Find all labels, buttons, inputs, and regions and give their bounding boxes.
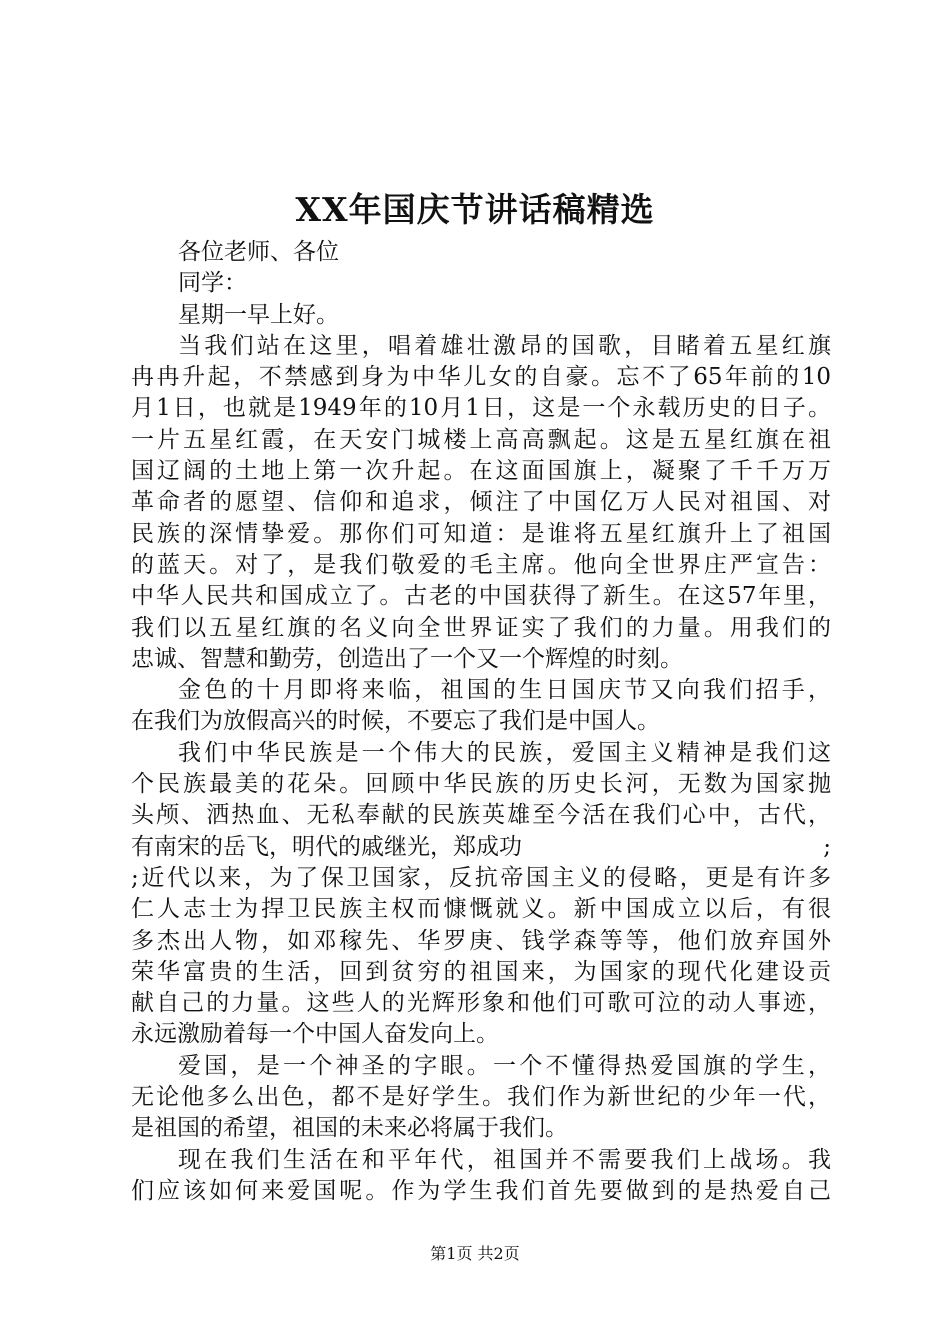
paragraph-line: 民族的深情挚爱。那你们可知道：是谁将五星红旗升上了祖国 — [131, 520, 831, 547]
paragraph-line: 我们以五星红旗的名义向全世界证实了我们的力量。用我们的 — [131, 614, 831, 641]
paragraph-line: 头颅、洒热血、无私奉献的民族英雄至今活在我们心中，古代， — [131, 802, 831, 829]
paragraph-line: 现在我们生活在和平年代，祖国并不需要我们上战场。我 — [178, 1146, 831, 1173]
paragraph-line: 荣华富贵的生活，回到贫穷的祖国来，为国家的现代化建设贡 — [131, 958, 831, 985]
paragraph-line: 的蓝天。对了，是我们敬爱的毛主席。他向全世界庄严宣告： — [131, 551, 831, 578]
paragraph-line: 忠诚、智慧和勤劳，创造出了一个又一个辉煌的时刻。 — [131, 645, 683, 672]
salutation-line: 同学： — [178, 270, 247, 297]
paragraph-line: 金色的十月即将来临，祖国的生日国庆节又向我们招手， — [178, 677, 831, 704]
paragraph-line: 个民族最美的花朵。回顾中华民族的历史长河，无数为国家抛 — [131, 771, 831, 798]
paragraph-line: 月1日，也就是1949年的10月1日，这是一个永载历史的日子。 — [131, 395, 831, 422]
paragraph-line: 当我们站在这里，唱着雄壮激昂的国歌，目睹着五星红旗 — [178, 332, 831, 359]
paragraph-line: 中华人民共和国成立了。古老的中国获得了新生。在这57年里， — [131, 583, 831, 610]
paragraph-line: 永远激励着每一个中国人奋发向上。 — [131, 1021, 499, 1048]
paragraph-line: 多杰出人物，如邓稼先、华罗庚、钱学森等等，他们放弃国外 — [131, 927, 831, 954]
paragraph-line: 国辽阔的土地上第一次升起。在这面国旗上，凝聚了千千万万 — [131, 458, 831, 485]
document-body — [131, 237, 831, 1207]
page-footer: 第1页 共2页 — [430, 1244, 520, 1263]
paragraph-line: 献自己的力量。这些人的光辉形象和他们可歌可泣的动人事迹， — [131, 990, 831, 1017]
document-title: XX年国庆节讲话稿精选 — [295, 190, 655, 229]
salutation-line: 各位老师、各位 — [178, 239, 339, 265]
paragraph-line-text: 有南宋的岳飞，明代的戚继光，郑成功 — [131, 833, 522, 860]
paragraph-line: 在我们为放假高兴的时候，不要忘了我们是中国人。 — [131, 708, 660, 735]
paragraph-line: 革命者的愿望、信仰和追求，倾注了中国亿万人民对祖国、对 — [131, 489, 831, 516]
semicolon-mark: ; — [823, 833, 831, 860]
paragraph-line: 仁人志士为捍卫民族主权而慷慨就义。新中国成立以后，有很 — [131, 896, 831, 923]
paragraph-line: ;近代以来，为了保卫国家，反抗帝国主义的侵略，更是有许多 — [131, 864, 831, 891]
paragraph-line: 无论他多么出色，都不是好学生。我们作为新世纪的少年一代， — [131, 1084, 831, 1111]
paragraph-line — [131, 832, 831, 863]
paragraph-line: 是祖国的希望，祖国的未来必将属于我们。 — [131, 1115, 568, 1142]
paragraph-line: 们应该如何来爱国呢。作为学生我们首先要做到的是热爱自己 — [131, 1177, 831, 1204]
paragraph-line: 冉冉升起，不禁感到身为中华儿女的自豪。忘不了65年前的10 — [131, 364, 831, 391]
paragraph-line: 一片五星红霞，在天安门城楼上高高飘起。这是五星红旗在祖 — [131, 426, 831, 453]
paragraph-line: 我们中华民族是一个伟大的民族，爱国主义精神是我们这 — [178, 739, 831, 766]
greeting-line: 星期一早上好。 — [178, 301, 339, 328]
paragraph-line: 爱国，是一个神圣的字眼。一个不懂得热爱国旗的学生， — [178, 1052, 831, 1079]
